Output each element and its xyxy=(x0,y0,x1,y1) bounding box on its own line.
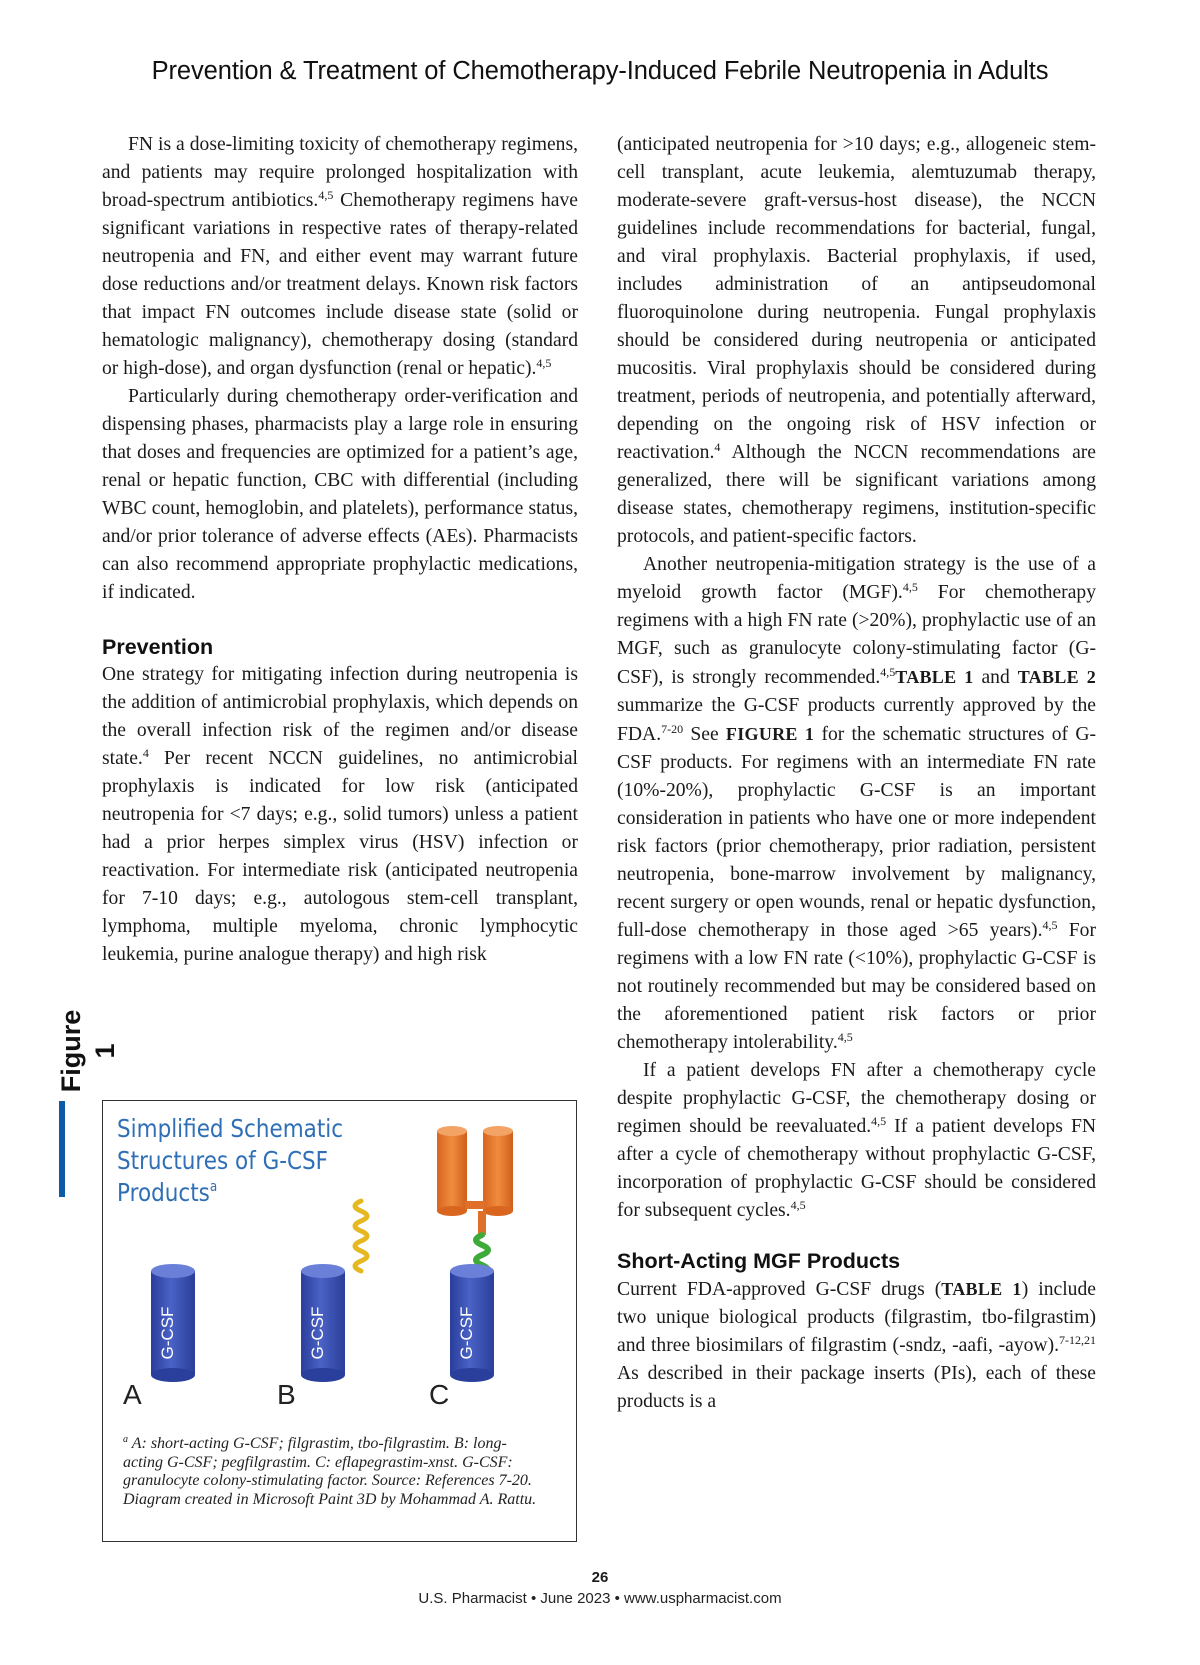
paragraph: If a patient develops FN after a chemotherapy cycle despite prophylactic G-CSF, the chemotherapy dosing or regimen should be reevaluated.$^{4,5}$ If a patient develops FN after a cycle of chemotherapy without prophylactic G-CSF, incorporation of prophylactic G-CSF should be considered for subsequent cycles.$^{4,5}$ xyxy=(617,1060,1096,1221)
gcsf-label: G-CSF xyxy=(308,1306,327,1360)
right-column xyxy=(617,131,1096,1416)
figure-side-label: Figure 1 xyxy=(56,1009,120,1093)
paragraph: Particularly during chemotherapy order-verification and dispensing phases, pharmacists play a large role in ensuring that doses and frequencies are optimized for a patient’s age, renal or hepatic function, CBC with differential (including WBC count, hemoglobin, and platelets), performance status, and/or prior tolerance of adverse effects (AEs). Pharmacists can also recommend appropriate prophylactic medications, if indicated. xyxy=(102,386,578,603)
page-number: 26 xyxy=(591,1569,609,1586)
fc-domain xyxy=(437,1126,513,1235)
table-1-ref[interactable]: TABLE 1 xyxy=(895,667,974,687)
paragraph: FN is a dose-limiting toxicity of chemotherapy regimens, and patients may require prolonged hospitalization with broad-spectrum antibiotics.$^{4,5}$ Chemotherapy regimens have significant variations in respective rates of therapy-related neutropenia and FN, and either event may warrant future dose reductions and/or treatment delays. Known risk factors that impact FN outcomes include disease state (solid or hematologic malignancy), chemotherapy dosing (standard or high-dose), and organ dysfunction (renal or hepatic).$^{4,5}$ xyxy=(102,134,578,379)
gcsf-label: G-CSF xyxy=(457,1306,476,1360)
page-footer: U.S. Pharmacist • June 2023 • www.uspharmacist.com xyxy=(418,1590,782,1607)
gcsf-label: G-CSF xyxy=(158,1306,177,1360)
cylinder-b xyxy=(301,1201,367,1382)
section-heading-prevention: Prevention xyxy=(102,635,214,659)
peg-chain xyxy=(355,1201,367,1271)
cylinder-a xyxy=(151,1264,195,1382)
panel-label-c: C xyxy=(429,1379,450,1410)
table-2-ref[interactable]: TABLE 2 xyxy=(1017,667,1096,687)
section-heading-short-acting: Short-Acting MGF Products xyxy=(617,1249,901,1273)
figure-caption: $^a$ A: short-acting G-CSF; filgrastim, tbo-filgrastim. B: long-acting G-CSF; pegfilgrastim. C: eflapegrastim-xnst. G-CSF: granulocyte colony-stimulating factor. Source: References 7-20. Diagram created in Microsoft Paint 3D by Mohammad A. Rattu. xyxy=(123,1434,537,1508)
figure-1 xyxy=(102,1100,577,1542)
panel-label-b: B xyxy=(277,1379,296,1410)
table-1-ref[interactable]: TABLE 1 xyxy=(941,1279,1022,1299)
cylinder-c xyxy=(450,1264,494,1382)
figure-accent-bar xyxy=(59,1101,65,1197)
paragraph: Another neutropenia-mitigation strategy is the use of a myeloid growth factor (MGF).$^{4,5}$ For chemotherapy regimens with a high FN rate (>20%), prophylactic use of an MGF, such as granulocyte colony-stimulating factor (G-CSF), is strongly recommended.$^{4,5}$TABLE 1 and TABLE 2 summarize the G-CSF products currently approved by the FDA.$^{7-20}$ See FIGURE 1 for the schematic structures of G-CSF products. For regimens with an intermediate FN rate (10%-20%), prophylactic G-CSF is an important consideration in patients who have one or more independent risk factors (prior chemotherapy, prior radiation, persistent neutropenia, bone-marrow involvement by malignancy, recent surgery or open wounds, renal or hepatic dysfunction, full-dose chemotherapy in those aged >65 years).$^{4,5}$ For regimens with a low FN rate (<10%), prophylactic G-CSF is not routinely recommended but may be considered based on the aforementioned patient risk factors or prior chemotherapy intolerability.$^{4,5}$ xyxy=(617,554,1097,1053)
running-header: Prevention & Treatment of Chemotherapy-Induced Febrile Neutropenia in Adults xyxy=(151,57,1049,85)
panel-label-a: A xyxy=(123,1379,142,1410)
paragraph: One strategy for mitigating infection during neutropenia is the addition of antimicrobial prophylaxis, which depends on the overall infection risk of the regimen and/or disease state.$^4$ Per recent NCCN guidelines, no antimicrobial prophylaxis is indicated for low risk (anticipated neutropenia for <7 days; e.g., solid tumors) unless a patient had a prior herpes simplex virus (HSV) infection or reactivation. For intermediate risk (anticipated neutropenia for 7-10 days; e.g., autologous stem-cell transplant, lymphoma, multiple myeloma, chronic lymphocytic leukemia, purine analogue therapy) and high risk xyxy=(102,664,578,965)
figure-1-ref[interactable]: FIGURE 1 xyxy=(725,724,815,744)
figure-title: Simplified Schematic Structures of G-CSF Products$^a$ xyxy=(117,1114,344,1207)
schematic-diagram xyxy=(103,1101,575,1431)
left-column xyxy=(102,131,578,969)
paragraph: Current FDA-approved G-CSF drugs (TABLE 1) include two unique biological products (filgrastim, tbo-filgrastim) and three biosimilars of filgrastim (-sndz, -aafi, -ayow).$^{7-12,21}$ As described in their package inserts (PIs), each of these products is a xyxy=(617,1279,1096,1412)
paragraph: (anticipated neutropenia for >10 days; e.g., allogeneic stem-cell transplant, acute leukemia, alemtuzumab therapy, moderate-severe graft-versus-host disease), the NCCN guidelines include recommendations for bacterial, fungal, and viral prophylaxis. Bacterial prophylaxis, if used, includes administration of an antipseudomonal fluoroquinolone during neutropenia. Fungal prophylaxis should be considered during neutropenia or anticipated mucositis. Viral prophylaxis should be considered during treatment, periods of neutropenia, and potentially afterward, depending on the ongoing risk of HSV infection or reactivation.$^4$ Although the NCCN recommendations are generalized, there will be significant variations among disease states, chemotherapy regimens, institution-specific protocols, and patient-specific factors. xyxy=(617,134,1096,547)
